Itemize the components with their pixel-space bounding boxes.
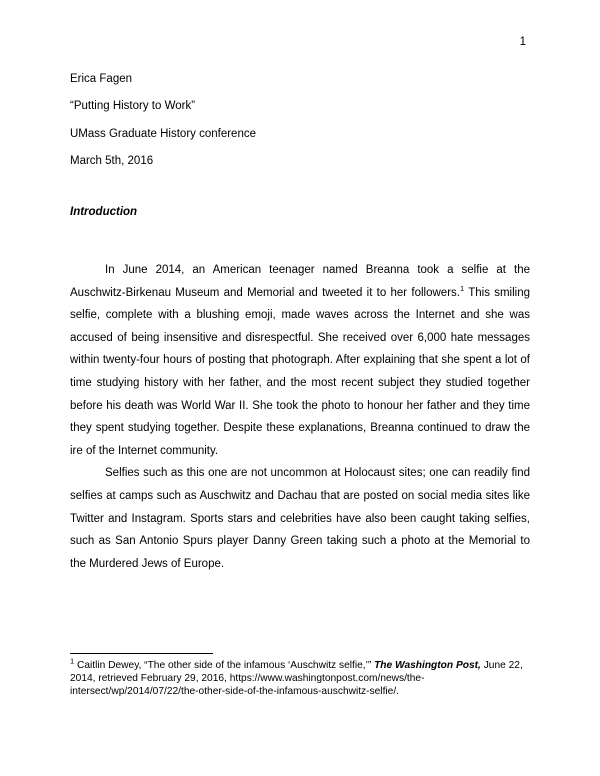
footnote-text: Caitlin Dewey, “The other side of the infamous ‘Auschwitz selfie,’” (74, 660, 375, 671)
paper-title: “Putting History to Work” (70, 100, 196, 113)
footnote-text: June 22, 2014, retrieved February 29, 2016, https://www.washingtonpost.com/news/the-intersect/wp/2014/07/22/the-other-side-of-the-infamous-auschwitz-selfie/. (70, 660, 523, 697)
footnote (70, 656, 540, 698)
paragraph: Selfies such as this one are not uncommon at Holocaust sites; one can readily find selfies at camps such as Auschwitz and Dachau that are posted on social media sites like Twitter and Instagram. Sports stars and celebrities have also been caught taking selfies, such as San Antonio Spurs player Danny Green taking such a photo at the Memorial to the Murdered Jews of Europe. (70, 467, 530, 570)
footnote-reference[interactable]: 1 (459, 283, 465, 293)
paper-date: March 5th, 2016 (70, 154, 154, 167)
footnote-separator (70, 653, 213, 654)
title-block (70, 69, 256, 178)
section-heading: Introduction (70, 206, 138, 218)
body-text (70, 259, 530, 575)
footnote-publication: The Washington Post, (374, 660, 481, 671)
author-name: Erica Fagen (70, 73, 133, 85)
footnote-marker: 1 (70, 656, 75, 666)
conference-name: UMass Graduate History conference (70, 127, 256, 140)
page-number: 1 (519, 36, 526, 48)
paragraph-text: This smiling selfie, complete with a blushing emoji, made waves across the Internet and she was accused of being insensitive and disrespectful. She received over 6,000 hate messages within twenty-four hours of posting that photograph. After explaining that she spent a lot of time studying history with her father, and the most recent subject they studied together before his death was World War II. She took the photo to honour her father and they time they spent studying together. Despite these explanations, Breanna continued to draw the ire of the Internet community. (70, 286, 530, 457)
paragraph (70, 259, 530, 462)
paragraph-text: In June 2014, an American teenager named Breanna took a selfie at the Auschwitz-Birkenau Museum and Memorial and tweeted it to her followers. (70, 264, 530, 299)
